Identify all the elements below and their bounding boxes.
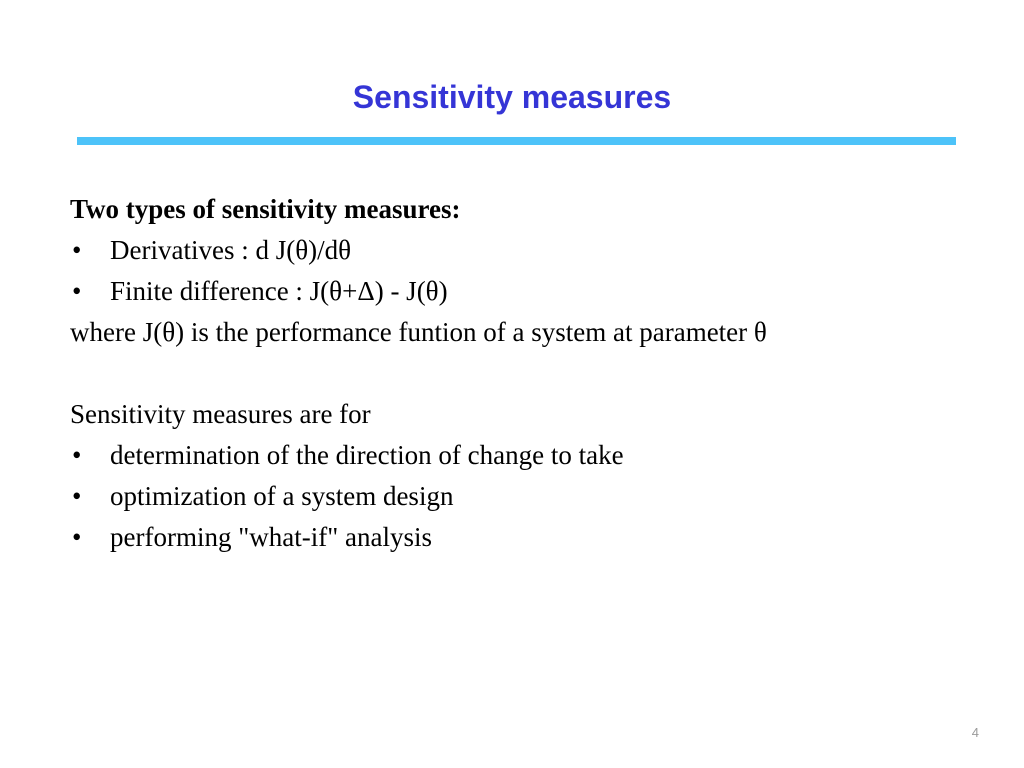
slide-title: Sensitivity measures — [352, 79, 672, 115]
bullet-icon: • — [72, 481, 82, 511]
bullet-icon: • — [72, 522, 82, 552]
list-item — [70, 476, 970, 517]
slide-body — [70, 189, 970, 558]
section-intro: Sensitivity measures are for — [70, 399, 371, 429]
list-item — [70, 271, 970, 312]
list-item-text: performing "what-if" analysis — [110, 522, 432, 552]
blank-line — [70, 353, 970, 394]
page-number: 4 — [971, 725, 979, 740]
list-item — [70, 517, 970, 558]
list-item — [70, 435, 970, 476]
bullet-icon: • — [72, 440, 82, 470]
list-item — [70, 230, 970, 271]
definition-note: where J(θ) is the performance funtion of a system at parameter θ — [70, 317, 767, 347]
list-item-text: Derivatives : d J(θ)/dθ — [110, 235, 352, 265]
bullet-icon: • — [72, 235, 82, 265]
list-item-text: Finite difference : J(θ+Δ) - J(θ) — [110, 276, 448, 306]
bullet-icon: • — [72, 276, 82, 306]
list-item-text: optimization of a system design — [110, 481, 454, 511]
title-divider — [77, 137, 956, 145]
section-heading: Two types of sensitivity measures: — [70, 194, 461, 224]
list-item-text: determination of the direction of change to take — [110, 440, 624, 470]
